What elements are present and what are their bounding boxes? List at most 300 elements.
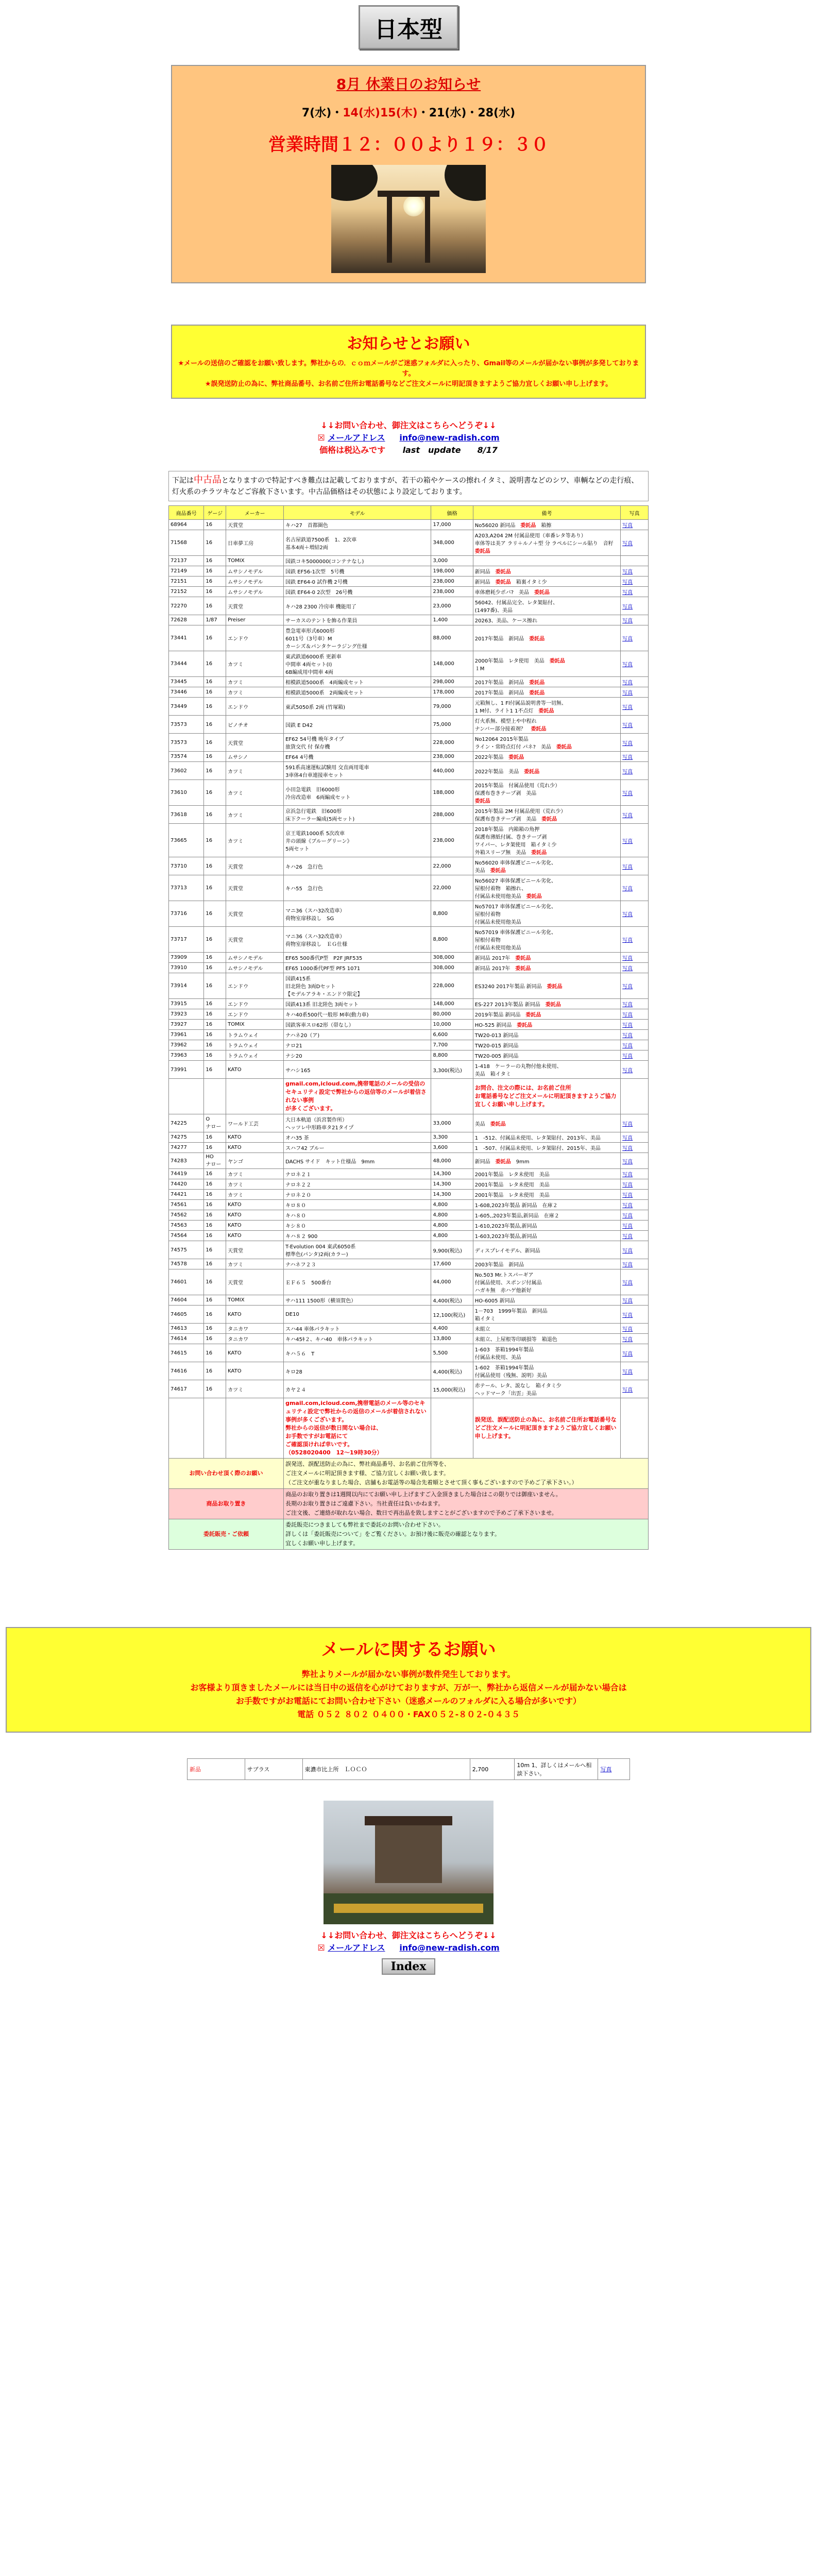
cell-maker: ムサシノモデル [226, 566, 284, 577]
cell-no: 73446 [169, 687, 204, 698]
cell-no: 72270 [169, 597, 204, 615]
cell-model: ナロネ２１ [284, 1169, 431, 1179]
mail-label-link[interactable]: メールアドレス [328, 433, 385, 443]
cell-maker: カツミ [226, 1169, 284, 1179]
footer-mail-arrow: ☒ [317, 1943, 325, 1953]
photo-link[interactable]: 写真 [622, 812, 633, 819]
column-header: 価格 [431, 506, 473, 520]
cell-model: 小田急電鉄 旧6000形 冷房改造車 6両編成セット [284, 780, 431, 806]
info-text: 商品のお取り置きは1週間以内にてお願い申し上げますご入金頂きました場合はこの限りでは御座いません。 長期のお取り置きはご遠慮下さい。当社責任は負いかねます。 ご注文後、ご連絡が取れない場合、数日で再出品を致しますことがございますので予めご了承下さいませ。 [284, 1489, 649, 1519]
cell-note: HO-6005 新同品 [473, 1295, 620, 1306]
cell-maker: カツミ [226, 687, 284, 698]
cell-photo [621, 1334, 649, 1344]
cell-no: 73610 [169, 780, 204, 806]
cell-photo [621, 1241, 649, 1259]
photo-link[interactable]: 写真 [622, 838, 633, 844]
cell-note: 新同品 2017年 委託品 [473, 963, 620, 973]
index-button[interactable]: Index [382, 1958, 436, 1975]
photo-link[interactable]: 写真 [622, 1043, 633, 1049]
cell-model: 国鉄 EF64-0 試作機 2号機 [284, 577, 431, 587]
table-row [169, 1020, 649, 1030]
table-row [169, 566, 649, 577]
cell-note: ディスプレイモデル、新同品 [473, 1241, 620, 1259]
cell-note: 2022年製品 美品 委託品 [473, 762, 620, 780]
cell-photo [621, 1259, 649, 1269]
cell-maker: ムサシノモデル [226, 577, 284, 587]
cell-no: 74614 [169, 1334, 204, 1344]
footer-mail-label-link[interactable]: メールアドレス [328, 1943, 385, 1953]
cell-price: 15,000(税込) [431, 1380, 473, 1398]
photo-link[interactable]: 写真 [622, 1054, 633, 1059]
cell-gauge: 16 [204, 1306, 226, 1324]
cell-maker: TOMIX [226, 556, 284, 566]
cell-no: 73914 [169, 973, 204, 999]
cell-model: EF65 500番代P型 P2F JRF535 [284, 953, 431, 963]
cell-note: A203,A204 2M 付属品使用（車番レタ等あり） 車体等は美ア ラリ＋ルノ＋型 分 ラペルにシール貼り 音籽 委託品 [473, 530, 620, 556]
cell-photo [621, 1295, 649, 1306]
info-label: 商品お取り置き [169, 1489, 284, 1519]
photo-link[interactable]: 写真 [622, 740, 633, 747]
cell-note [473, 556, 620, 566]
cell-price: 298,000 [431, 677, 473, 687]
photo-link[interactable]: 写真 [622, 1193, 633, 1198]
cell-price: 348,000 [431, 530, 473, 556]
cell-no: 74605 [169, 1306, 204, 1324]
cell-gauge: 16 [204, 1061, 226, 1079]
cell-photo [621, 698, 649, 716]
cell-model: カヤ２４ [284, 1380, 431, 1398]
table-row [169, 1269, 649, 1295]
cell-model: DE10 [284, 1306, 431, 1324]
cell-gauge: 16 [204, 625, 226, 651]
cell-no: 71568 [169, 530, 204, 556]
cell-photo [621, 1200, 649, 1210]
cell-gauge: 16 [204, 556, 226, 566]
mail-request-line2: お客様より頂きましたメールには当日中の返信を心がけておりますが、万が一、弊社から返信メールが届かない場合は [190, 1683, 627, 1692]
table-row [169, 1221, 649, 1231]
cell-note: 2017年製品 新同品 委託品 [473, 625, 620, 651]
info-row [169, 1489, 649, 1519]
cell-maker: KATO [226, 1210, 284, 1221]
cell-model: キハ45ｷ２、キハ40 車体パラキット [284, 1334, 431, 1344]
cell-no: 74420 [169, 1179, 204, 1190]
cell-note: 2018年製品 内箱箱の角押 保護布薄紙付属、巻きテープ剥 ワイパー、レタ架使用 箱イタミ少 外箱スリーブ無 美品 委託品 [473, 824, 620, 857]
photo-link[interactable]: 写真 [622, 1224, 633, 1229]
table-row [169, 651, 649, 677]
cell-note: 2003年製品 新同品 [473, 1259, 620, 1269]
cell-model: キハ27 首都圏色 [284, 520, 431, 530]
cell-model: キハ26 急行色 [284, 857, 431, 875]
cell-photo [621, 1306, 649, 1324]
photo-link[interactable]: 写真 [622, 590, 633, 596]
photo-link[interactable]: 写真 [622, 722, 633, 728]
photo-link[interactable]: 写真 [622, 1262, 633, 1268]
cell-note: 1-608,2023年製品 新同品 在庫２ [473, 1200, 620, 1210]
cell-photo [621, 1143, 649, 1153]
cell-no: 74283 [169, 1153, 204, 1169]
cell-note: 美品 委託品 [473, 1114, 620, 1132]
cell-maker: KATO [226, 1061, 284, 1079]
cell-model: 国鉄415系 旧北陸色 3両Dセット 【モデルアラキ・エンドウ限定】 [284, 973, 431, 999]
mail-address-link[interactable]: info@new-radish.com [399, 433, 500, 443]
cell-no: 72137 [169, 556, 204, 566]
cell-photo [621, 1324, 649, 1334]
cell-price: 228,000 [431, 973, 473, 999]
cell-note: 2017年製品 新同品 委託品 [473, 677, 620, 687]
cell-model: ナロネ２２ [284, 1179, 431, 1190]
cell-gauge: 16 [204, 1132, 226, 1143]
photo-link[interactable]: 写真 [622, 604, 633, 610]
tax-note: 価格は税込みです [319, 445, 386, 455]
cell-price: 288,000 [431, 806, 473, 824]
cell-price: 440,000 [431, 762, 473, 780]
photo-link[interactable]: 写真 [622, 1172, 633, 1178]
photo-link[interactable]: 写真 [622, 1351, 633, 1357]
cell-price: 148,000 [431, 651, 473, 677]
photo-link[interactable]: 写真 [622, 1023, 633, 1028]
small-note: 10m 1、詳しくはメールへ相談下さい。 [515, 1759, 598, 1780]
cell-no: 73910 [169, 963, 204, 973]
cell-photo [621, 1114, 649, 1132]
photo-link[interactable]: 写真 [622, 1337, 633, 1343]
cell-model: キハ８２ 900 [284, 1231, 431, 1241]
cell-model: 相模鉄道5000系 4両編成セット [284, 677, 431, 687]
table-row [169, 1380, 649, 1398]
photo-link[interactable]: 写真 [622, 1312, 633, 1318]
cell-gauge: 16 [204, 577, 226, 587]
cell-gauge: 16 [204, 1179, 226, 1190]
photo-link[interactable]: 写真 [622, 1234, 633, 1240]
cell-gauge: 16 [204, 1210, 226, 1221]
table-row [169, 1362, 649, 1380]
table-row [169, 1210, 649, 1221]
cell-gauge: 16 [204, 1050, 226, 1061]
cell-note: 2001年製品 レタ未使用 美品 [473, 1190, 620, 1200]
cell-gauge: 16 [204, 857, 226, 875]
cell-model: キハ40系500代一般形 M車(動力車) [284, 1009, 431, 1020]
cell-no: 74564 [169, 1231, 204, 1241]
request-notice [171, 325, 646, 399]
table-row [169, 597, 649, 615]
cell-maker: タニカワ [226, 1334, 284, 1344]
photo-link[interactable]: 写真 [622, 690, 633, 696]
cell-no: 74277 [169, 1143, 204, 1153]
table-row [169, 1169, 649, 1179]
photo-link[interactable]: 写真 [622, 956, 633, 961]
cell-price: 238,000 [431, 587, 473, 597]
cell-maker: 天賞堂 [226, 1269, 284, 1295]
cell-no: 68964 [169, 520, 204, 530]
table-row [169, 1200, 649, 1210]
info-row [169, 1459, 649, 1489]
photo-link[interactable]: 写真 [622, 541, 633, 547]
cell-model: ナロネ２０ [284, 1190, 431, 1200]
cell-model: ナシ20 [284, 1050, 431, 1061]
cell-photo [621, 1020, 649, 1030]
photo-link[interactable]: 写真 [622, 791, 633, 796]
cell-no: 73573 [169, 734, 204, 752]
cell-note: 1-603,2023年製品,新同品 [473, 1231, 620, 1241]
cell-photo [621, 677, 649, 687]
cell-price: 4,800 [431, 1231, 473, 1241]
cell-note: 新同品 2017年 委託品 [473, 953, 620, 963]
table-row [169, 1143, 649, 1153]
cell-photo [621, 651, 649, 677]
photo-link[interactable]: 写真 [622, 1136, 633, 1141]
photo-link[interactable]: 写真 [622, 1146, 633, 1151]
cell-price: 23,000 [431, 597, 473, 615]
cell-no: 74601 [169, 1269, 204, 1295]
photo-link[interactable]: 写真 [622, 680, 633, 686]
info-label: 委託販売・ご依頼 [169, 1519, 284, 1550]
photo-link[interactable]: 写真 [622, 1182, 633, 1188]
cell-maker: カツミ [226, 1380, 284, 1398]
cell-maker: KATO [226, 1200, 284, 1210]
cell-price: 14,300 [431, 1190, 473, 1200]
photo-link[interactable]: 写真 [622, 1369, 633, 1375]
photo-link[interactable]: 写真 [622, 886, 633, 892]
cell-gauge: O ナロー [204, 1114, 226, 1132]
cell-no: 74604 [169, 1295, 204, 1306]
cell-price: 3,000 [431, 556, 473, 566]
cell-note: 1-418 ケーラーの丸物付他未使用、 美品 箱イタミ [473, 1061, 620, 1079]
table-row [169, 1241, 649, 1259]
photo-link[interactable]: 写真 [622, 769, 633, 775]
cell-no: 73665 [169, 824, 204, 857]
cell-model: ＥＦ６５ 500番台 [284, 1269, 431, 1295]
cell-no: 73909 [169, 953, 204, 963]
cell-photo [621, 1210, 649, 1221]
table-row [169, 1009, 649, 1020]
cell-maker: TOMIX [226, 1295, 284, 1306]
mail-request-line3: お手数ですがお電話にてお問い合わせ下さい（迷惑メールのフォルダに入る場合が多いです） [235, 1696, 582, 1706]
cell-note: 56042、付属品完全、レタ架貼付、 (1497番)、美品 [473, 597, 620, 615]
cell-model: EF62 54号機 晩年タイプ 旅貨交代 付 保存機 [284, 734, 431, 752]
table-row [169, 963, 649, 973]
photo-link[interactable]: 写真 [622, 1327, 633, 1332]
cell-photo [621, 999, 649, 1009]
cell-price: 17,600 [431, 1259, 473, 1269]
cell-photo [621, 734, 649, 752]
cell-gauge: 16 [204, 806, 226, 824]
table-row [169, 1132, 649, 1143]
contact-line: ↓↓お問い合わせ、御注文はこちらへどうぞ↓↓ [320, 420, 497, 430]
cell-maker: 天賞堂 [226, 901, 284, 927]
cell-model: 東武5050系 2両 (竹塚箱) [284, 698, 431, 716]
cell-photo [621, 1190, 649, 1200]
cell-gauge: 16 [204, 927, 226, 953]
photo-link[interactable]: 写真 [622, 1121, 633, 1127]
table-row [169, 1259, 649, 1269]
photo-link[interactable]: 写真 [622, 704, 633, 710]
photo-link[interactable]: 写真 [622, 1387, 633, 1393]
cell-note: TW20-015 新同品 [473, 1040, 620, 1050]
cell-photo [621, 1009, 649, 1020]
cell-note: HO-525 新同品 委託品 [473, 1020, 620, 1030]
cell-price: 12,100(税込) [431, 1306, 473, 1324]
cell-price: 308,000 [431, 953, 473, 963]
cell-note: 2019年製品 新同品 委託品 [473, 1009, 620, 1020]
cell-maker: KATO [226, 1132, 284, 1143]
cell-no: 73445 [169, 677, 204, 687]
cell-gauge: 16 [204, 762, 226, 780]
cell-maker: ビノチオ [226, 716, 284, 734]
table-row [169, 587, 649, 597]
torii-photo [331, 165, 486, 273]
table-row [169, 1334, 649, 1344]
cell-maker: Preiser [226, 615, 284, 625]
cell-photo [621, 1153, 649, 1169]
small-no: 新品 [188, 1759, 245, 1780]
cell-note: 1-602 茶箱1994年製品 付属品使用（残無、説明）美品 [473, 1362, 620, 1380]
cell-note: ES-227 2013年製品 新同品 委託品 [473, 999, 620, 1009]
cell-photo [621, 953, 649, 963]
cell-model: 名古屋鉄道7500系 1、2次車 基本4両＋増結2両 [284, 530, 431, 556]
cell-price: 80,000 [431, 1009, 473, 1020]
cell-model: T-Evolution 004 東武6050系 標準色(パンタ)2両(カラー) [284, 1241, 431, 1259]
cell-model: 国鉄コキ5000000(コンテナなし) [284, 556, 431, 566]
footer-mail-address-link[interactable]: info@new-radish.com [399, 1943, 500, 1953]
photo-link[interactable]: 写真 [622, 912, 633, 918]
cell-model: キハ５６ T [284, 1344, 431, 1362]
photo-link[interactable]: 写真 [622, 618, 633, 624]
cell-note: 1-610,2023年製品,新同品 [473, 1221, 620, 1231]
cell-gauge: 16 [204, 698, 226, 716]
mail-arrow: ☒ [317, 433, 325, 443]
photo-link[interactable]: 写真 [622, 1002, 633, 1008]
photo-link[interactable]: 写真 [622, 1159, 633, 1165]
cell-model: マニ36（スハ32改造車） 荷物室扉移設し SG [284, 901, 431, 927]
photo-link[interactable]: 写真 [622, 755, 633, 760]
cell-gauge: 16 [204, 1221, 226, 1231]
table-row [169, 857, 649, 875]
cell-maker: カツミ [226, 824, 284, 857]
cell-price: 75,000 [431, 716, 473, 734]
photo-link[interactable]: 写真 [622, 938, 633, 943]
cell-gauge: 16 [204, 901, 226, 927]
table-row [169, 901, 649, 927]
cell-photo [621, 556, 649, 566]
cell-no: 74561 [169, 1200, 204, 1210]
cell-note: No56020 新同品 委託品 箱擦 [473, 520, 620, 530]
cell-maker: ムサシノモデル [226, 953, 284, 963]
cell-photo [621, 1362, 649, 1380]
cell-gauge: 16 [204, 1169, 226, 1179]
photo-link[interactable]: 写真 [622, 984, 633, 990]
cell-maker: 天賞堂 [226, 927, 284, 953]
intro-text: 下記は中古品となりますので特記すべき難点は記載しておりますが、若干の箱やケースの擦れイタミ、説明書などのシワ、車輌などの走行痕、灯火系のチラツキなどご容赦下さいます。中古品価格はその状態により設定しております。 [168, 471, 649, 501]
cell-gauge: 16 [204, 530, 226, 556]
footer-contact [0, 1929, 817, 1975]
cell-gauge: 16 [204, 963, 226, 973]
cell-model: 相模鉄道5000系 2両編成セット [284, 687, 431, 698]
cell-maker: カツミ [226, 806, 284, 824]
cell-maker: エンドウ [226, 973, 284, 999]
cell-gauge: 16 [204, 1231, 226, 1241]
photo-link[interactable]: 写真 [622, 1298, 633, 1304]
cell-gauge: 16 [204, 651, 226, 677]
cell-no: 73710 [169, 857, 204, 875]
cell-photo [621, 597, 649, 615]
table-row [188, 1759, 630, 1780]
cell-price: 44,000 [431, 1269, 473, 1295]
cell-price: 308,000 [431, 963, 473, 973]
photo-link[interactable]: 写真 [622, 1213, 633, 1219]
cell-photo [621, 587, 649, 597]
cell-no: 74578 [169, 1259, 204, 1269]
cell-model: マニ36（スハ32改造車） 荷物室扉移設し ＥＧ仕様 [284, 927, 431, 953]
cell-price: 79,000 [431, 698, 473, 716]
photo-link[interactable]: 写真 [622, 662, 633, 668]
gmail-warning-final: gmail.com,icloud.com,携帯電話のメール等のセキュリティ設定で弊社からの返信のメールが着信されない事例が多くございます。 弊社からの返信が数日間ない場合は、 お手数ですがお電話にて ご確認頂ければ幸いです。 （0528020400 12～19時30分） [284, 1398, 431, 1459]
cell-note: No56027 車体保護ビニール劣化、 屋根付着物 箱擦れ、 付属品未使用他美品 委託品 [473, 875, 620, 901]
cell-model: ナロ21 [284, 1040, 431, 1050]
cell-note: No57017 車体保護ビニール劣化、 屋根付着物 付属品未使用他美品 [473, 901, 620, 927]
cell-gauge: 16 [204, 1143, 226, 1153]
photo-link[interactable]: 写真 [622, 1012, 633, 1018]
photo-link[interactable]: 写真 [622, 966, 633, 972]
cell-photo [621, 1132, 649, 1143]
contact-block [0, 419, 817, 456]
photo-link[interactable]: 写真 [622, 636, 633, 642]
small-photo-link[interactable]: 写真 [600, 1766, 612, 1773]
cell-note: TW20-013 新同品 [473, 1030, 620, 1040]
cell-gauge: 16 [204, 1040, 226, 1050]
cell-maker: KATO [226, 1362, 284, 1380]
cell-price: 3,600 [431, 1143, 473, 1153]
cell-gauge: 16 [204, 677, 226, 687]
photo-link[interactable]: 写真 [622, 523, 633, 529]
photo-link[interactable]: 写真 [622, 1280, 633, 1286]
castle-photo [324, 1801, 493, 1924]
cell-price: 22,000 [431, 875, 473, 901]
photo-link[interactable]: 写真 [622, 580, 633, 585]
cell-price: 178,000 [431, 687, 473, 698]
cell-note: No12064 2015年製品 ライン・常時点灯付 パネ? 美品 委託品 [473, 734, 620, 752]
photo-link[interactable]: 写真 [622, 1033, 633, 1039]
photo-link[interactable]: 写真 [622, 1067, 633, 1074]
cell-note: 2015年製品 付属品使用（荒れ少） 保護布巻きテープ剥 美品 委託品 [473, 780, 620, 806]
cell-price: 228,000 [431, 734, 473, 752]
photo-link[interactable]: 写真 [622, 1203, 633, 1209]
cell-no: 73927 [169, 1020, 204, 1030]
photo-link[interactable]: 写真 [622, 864, 633, 870]
cell-photo [621, 973, 649, 999]
cell-price: 10,000 [431, 1020, 473, 1030]
cell-no: 73573 [169, 716, 204, 734]
cell-no: 73991 [169, 1061, 204, 1079]
cell-maker: カツミ [226, 1179, 284, 1190]
cell-note: 元箱無し、1 Fl付属品説明書等一切無、 1 M付、ライト1 1不点灯 委託品 [473, 698, 620, 716]
table-row [169, 953, 649, 963]
cell-note: 1-605,,2023年製品,新同品 在庫２ [473, 1210, 620, 1221]
cell-model: EF65 1000番代PF型 PF5 1071 [284, 963, 431, 973]
cell-gauge: 16 [204, 1324, 226, 1334]
cell-maker: カツミ [226, 1259, 284, 1269]
photo-link[interactable]: 写真 [622, 569, 633, 575]
cell-gauge: 1/87 [204, 615, 226, 625]
cell-maker: 日車夢工房 [226, 530, 284, 556]
photo-link[interactable]: 写真 [622, 1248, 633, 1254]
cell-photo [621, 901, 649, 927]
cell-model: 国鉄 EF64-0 2次型 26号機 [284, 587, 431, 597]
cell-price: 198,000 [431, 566, 473, 577]
cell-model: ナハネフ２３ [284, 1259, 431, 1269]
stock-table [168, 505, 649, 1550]
cell-gauge: 16 [204, 1030, 226, 1040]
cell-price: 9,900(税込) [431, 1241, 473, 1259]
cell-gauge: 16 [204, 1344, 226, 1362]
